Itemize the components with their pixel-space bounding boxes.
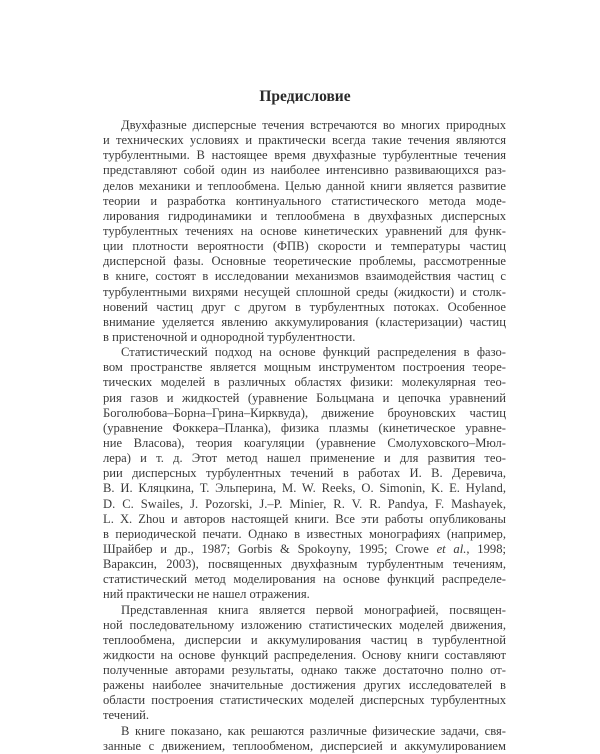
- text-line: ние Власова), теория коагуляции (уравнение Смолуховского–Мюл-: [103, 435, 506, 450]
- text-line: ции плотности вероятности (ФПВ) скорости и температуры частиц: [103, 239, 506, 254]
- text-line: полученные авторами результаты, однако также достаточно полно от-: [103, 663, 506, 678]
- text-line: области построения статистических моделей дисперсных турбулентных: [103, 693, 506, 708]
- text-line: тических моделей в различных областях физики: молекулярная тео-: [103, 375, 506, 390]
- text-line: ражены наиболее значительные достижения других исследователей в: [103, 678, 506, 693]
- text-line: в пристеночной и однородной турбулентности.: [103, 329, 356, 344]
- text-line: новений частиц друг с другом в турбулентных потоках. Особенное: [103, 299, 506, 314]
- text-line: L. X. Zhou и авторов настоящей книги. Все эти работы опубликованы: [103, 511, 506, 526]
- text-line: турбулентными вихрями несущей сплошной среды (жидкости) и столк-: [103, 284, 506, 299]
- paragraph: [103, 118, 506, 345]
- text-line: теплообмена, дисперсии и аккумулирования частиц в турбулентной: [103, 632, 506, 647]
- text-line: внимание уделяется явлению аккумулирования (кластеризации) частиц: [103, 314, 506, 329]
- text-line: жидкости на основе функций распределения. Основу книги составляют: [103, 647, 506, 662]
- text-line: занные с движением, теплообменом, дисперсией и аккумулированием: [103, 738, 506, 753]
- text-line: турбулентными. В настоящее время двухфазные турбулентные течения: [103, 148, 506, 163]
- text-line: в периодической печати. Однако в известных монографиях (например,: [103, 526, 506, 541]
- text-line: Двухфазные дисперсные течения встречаются во многих природных: [121, 118, 506, 132]
- text-line: течений.: [103, 708, 150, 723]
- text-line: лера) и т. д. Этот метод нашел применение и для развития тео-: [103, 451, 506, 466]
- text-line: Шрайбер и др., 1987; Gorbis & Spokoyny, 1995; Crowe et al., 1998;: [103, 541, 506, 556]
- text-line: вом пространстве является мощным инструментом построения теоре-: [103, 360, 506, 375]
- text-line: теории и разработка континуального статистического метода моде-: [103, 193, 506, 208]
- paragraph: [103, 603, 506, 724]
- text-line: рия газов и жидкостей (уравнение Больцмана и цепочка уравнений: [103, 390, 506, 405]
- text-line: в книге, состоят в исследовании механизмов взаимодействия частиц с: [103, 269, 506, 284]
- text-line: ной последовательному изложению статистических моделей движения,: [103, 617, 506, 632]
- italic-text: et al.: [436, 541, 467, 556]
- text-line: турбулентных течениях на основе кинетических уравнений для функ-: [103, 223, 506, 238]
- document-body: [103, 118, 506, 754]
- text-line: ний практически не нашел отражения.: [103, 587, 310, 602]
- text-line: D. C. Swailes, J. Pozorski, J.–P. Minier, R. V. R. Pandya, F. Mashayek,: [103, 496, 506, 511]
- text-line: Вараксин, 2003), посвященных двухфазным турбулентным течениям,: [103, 557, 506, 572]
- text-line: В. И. Кляцкина, Т. Эльперина, M. W. Reeks, O. Simonin, K. E. Hyland,: [103, 481, 506, 496]
- text-line: Статистический подход на основе функций распределения в фазо-: [121, 345, 506, 360]
- text-line: статистический метод моделирования на основе функций распределе-: [103, 572, 506, 587]
- paragraph: [103, 724, 506, 754]
- text-line: Представленная книга является первой монографией, посвящен-: [121, 602, 506, 617]
- text-line: В книге показано, как решаются различные физические задачи, свя-: [121, 723, 506, 738]
- text-line: Боголюбова–Борна–Грина–Кирквуда), движение броуновских частиц: [103, 405, 506, 420]
- text-line: дисперсной фазы. Основные теоретические проблемы, рассмотренные: [103, 254, 506, 269]
- text-line: лирования гидродинамики и теплообмена в двухфазных дисперсных: [103, 208, 506, 223]
- page-title: Предисловие: [259, 88, 351, 105]
- text-line: (уравнение Фоккера–Планка), физика плазмы (кинетическое уравне-: [103, 420, 506, 435]
- paragraph: [103, 345, 506, 602]
- text-line: рии дисперсных турбулентных течений в работах И. В. Деревича,: [103, 466, 506, 481]
- text-line: делов механики и теплообмена. Целью данной книги является развитие: [103, 178, 506, 193]
- text-line: представляют собой один из наиболее интенсивно развивающихся раз-: [103, 163, 506, 178]
- text-line: и технических условиях и практически всегда такие течения являются: [103, 133, 506, 148]
